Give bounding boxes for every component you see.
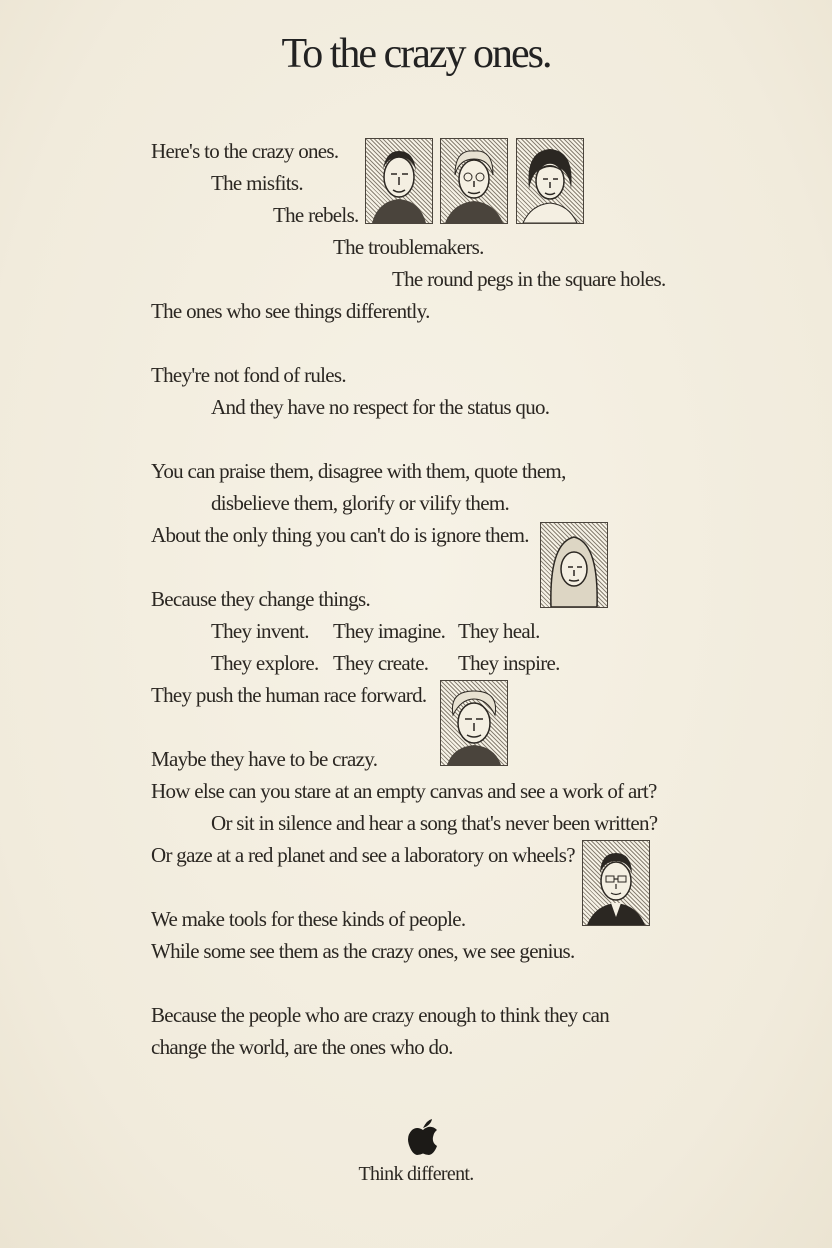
poem-line: Because the people who are crazy enough to think they can bbox=[151, 1003, 610, 1027]
poem-line: We make tools for these kinds of people. bbox=[151, 907, 466, 931]
poem-line: The round pegs in the square holes. bbox=[392, 267, 666, 291]
poem-line: The misfits. bbox=[211, 171, 303, 195]
poem-line: They invent. bbox=[211, 619, 309, 643]
apple-logo-icon bbox=[406, 1118, 440, 1156]
poem-line: Here's to the crazy ones. bbox=[151, 139, 339, 163]
poem-line: Maybe they have to be crazy. bbox=[151, 747, 378, 771]
poem-line: Or sit in silence and hear a song that's never been written? bbox=[211, 811, 658, 835]
poem-line: They're not fond of rules. bbox=[151, 363, 346, 387]
poem-line: They inspire. bbox=[458, 651, 560, 675]
poem-line: The troublemakers. bbox=[333, 235, 484, 259]
poem-line: They explore. bbox=[211, 651, 319, 675]
poem-line: And they have no respect for the status quo. bbox=[211, 395, 550, 419]
portrait-4 bbox=[540, 522, 608, 608]
poem-line: They create. bbox=[333, 651, 429, 675]
portrait-3 bbox=[516, 138, 584, 224]
page-title: To the crazy ones. bbox=[281, 31, 551, 77]
portrait-5 bbox=[440, 680, 508, 766]
poem-line: You can praise them, disagree with them, quote them, bbox=[151, 459, 566, 483]
poem-line: They imagine. bbox=[333, 619, 446, 643]
poem-line: They heal. bbox=[458, 619, 540, 643]
poem-line: disbelieve them, glorify or vilify them. bbox=[211, 491, 510, 515]
poem-line: The ones who see things differently. bbox=[151, 299, 430, 323]
poem-line: change the world, are the ones who do. bbox=[151, 1035, 453, 1059]
poem-line: While some see them as the crazy ones, we see genius. bbox=[151, 939, 575, 963]
poem-line: Because they change things. bbox=[151, 587, 371, 611]
poem-line: The rebels. bbox=[273, 203, 359, 227]
portrait-6 bbox=[582, 840, 650, 926]
poem-line: They push the human race forward. bbox=[151, 683, 427, 707]
tagline: Think different. bbox=[358, 1163, 474, 1185]
portrait-2 bbox=[440, 138, 508, 224]
poem-line: Or gaze at a red planet and see a laboratory on wheels? bbox=[151, 843, 575, 867]
portrait-1 bbox=[365, 138, 433, 224]
poem-line: About the only thing you can't do is ignore them. bbox=[151, 523, 529, 547]
poem-line: How else can you stare at an empty canvas and see a work of art? bbox=[151, 779, 657, 803]
